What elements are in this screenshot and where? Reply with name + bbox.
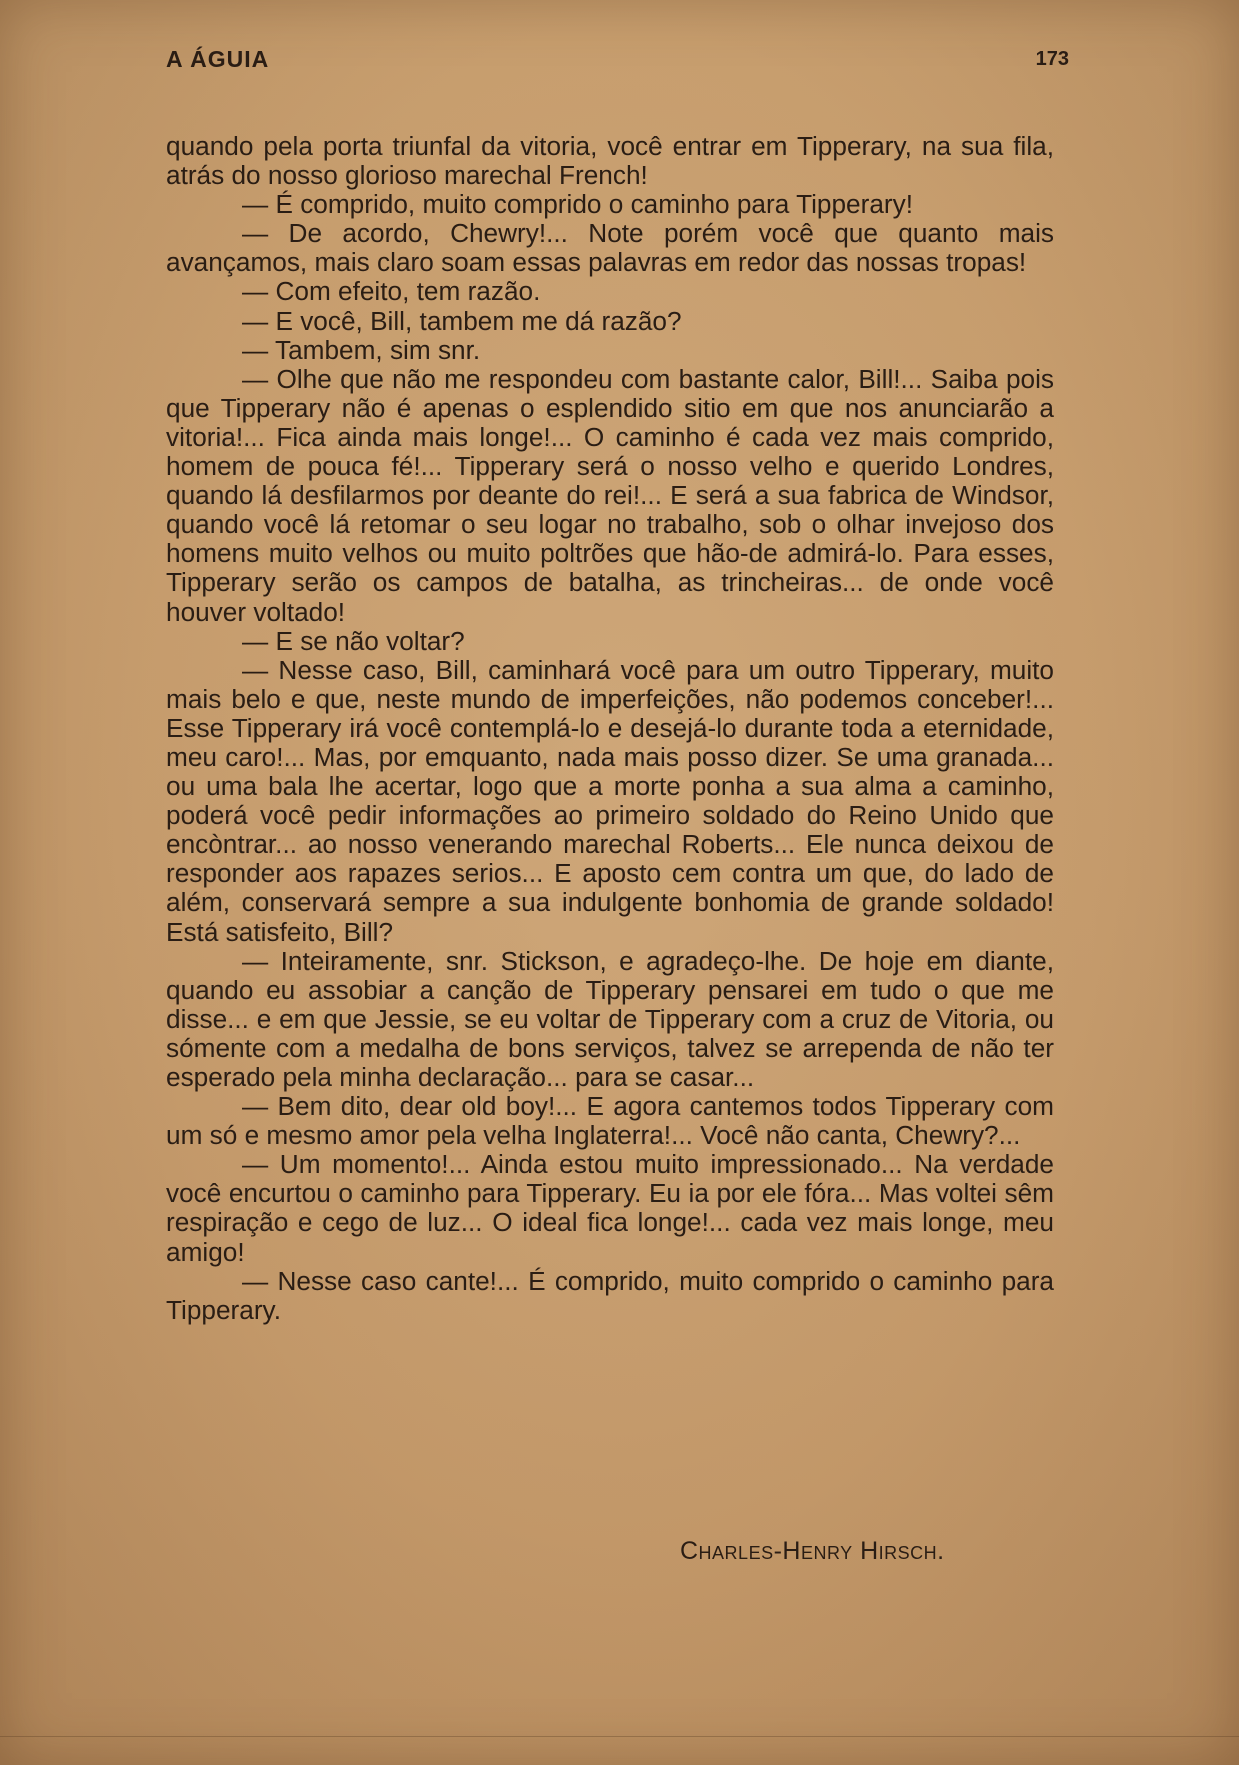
- paragraph: — Inteiramente, snr. Stickson, e agradeço-lhe. De hoje em diante, quando eu assobiar a canção de Tipperary pensarei em tudo o que me disse... e em que Jessie, se eu voltar de Tipperary com a cruz de Vitoria, ou sómente com a medalha de bons serviços, talvez se arrependa de não ter esperado pela minha declaração... para se casar...: [166, 945, 1054, 1092]
- paragraph: — Um momento!... Ainda estou muito impressionado... Na verdade você encurtou o caminho para Tipperary. Eu ia por ele fóra... Mas voltei sêm respiração e cego de luz... O ideal fica longe!... cada vez mais longe, meu amigo!: [166, 1149, 1054, 1267]
- paragraph: — E você, Bill, tambem me dá razão?: [242, 305, 682, 336]
- author-signature: Charles-Henry Hirsch.: [680, 1537, 945, 1565]
- journal-title: A ÁGUIA: [166, 46, 270, 72]
- article-body: [166, 132, 1054, 1325]
- paragraph: — Nesse caso, Bill, caminhará você para um outro Tipperary, muito mais belo e que, neste mundo de imperfeições, não podemos conceber!... Esse Tipperary irá você contemplá-lo e desejá-lo durante toda a eternidade, meu caro!... Mas, por emquanto, nada mais posso dizer. Se uma granada... ou uma bala lhe acertar, logo que a morte ponha a sua alma a caminho, poderá você pedir informações ao primeiro soldado do Reino Unido que encòntrar... ao nosso venerando marechal Roberts... Ele nunca deixou de responder aos rapazes serios... E aposto cem contra um que, do lado de além, conservará sempre a sua indulgente bonhomia de grande soldado! Está satisfeito, Bill?: [166, 654, 1054, 947]
- bottom-rule: [0, 1736, 1239, 1737]
- paragraph: quando pela porta triunfal da vitoria, você entrar em Tipperary, na sua fila, atrás do nosso glorioso marechal French!: [166, 131, 1054, 191]
- paragraph: — Nesse caso cante!... É comprido, muito comprido o caminho para Tipperary.: [166, 1265, 1054, 1325]
- paragraph: — De acordo, Chewry!... Note porém você que quanto mais avançamos, mais claro soam essas palavras em redor das nossas tropas!: [166, 218, 1054, 278]
- page-number: 173: [1035, 48, 1069, 70]
- paragraph: — E se não voltar?: [242, 625, 465, 656]
- running-head: [166, 46, 1069, 82]
- paragraph: — Com efeito, tem razão.: [242, 276, 541, 307]
- paragraph: — Bem dito, dear old boy!... E agora cantemos todos Tipperary com um só e mesmo amor pela velha Inglaterra!... Você não canta, Chewry?...: [166, 1091, 1054, 1151]
- paragraph: — É comprido, muito comprido o caminho para Tipperary!: [242, 189, 913, 220]
- paragraph: — Tambem, sim snr.: [242, 334, 481, 365]
- paragraph: — Olhe que não me respondeu com bastante calor, Bill!... Saiba pois que Tipperary não é apenas o esplendido sitio em que nos anunciarão a vitoria!... Fica ainda mais longe!... O caminho é cada vez mais comprido, homem de pouca fé!... Tipperary será o nosso velho e querido Londres, quando lá desfilarmos por deante do rei!... E será a sua fabrica de Windsor, quando você lá retomar o seu logar no trabalho, sob o olhar invejoso dos homens muito velhos ou muito poltrões que hão-de admirá-lo. Para esses, Tipperary serão os campos de batalha, as trincheiras... de onde você houver voltado!: [166, 363, 1054, 627]
